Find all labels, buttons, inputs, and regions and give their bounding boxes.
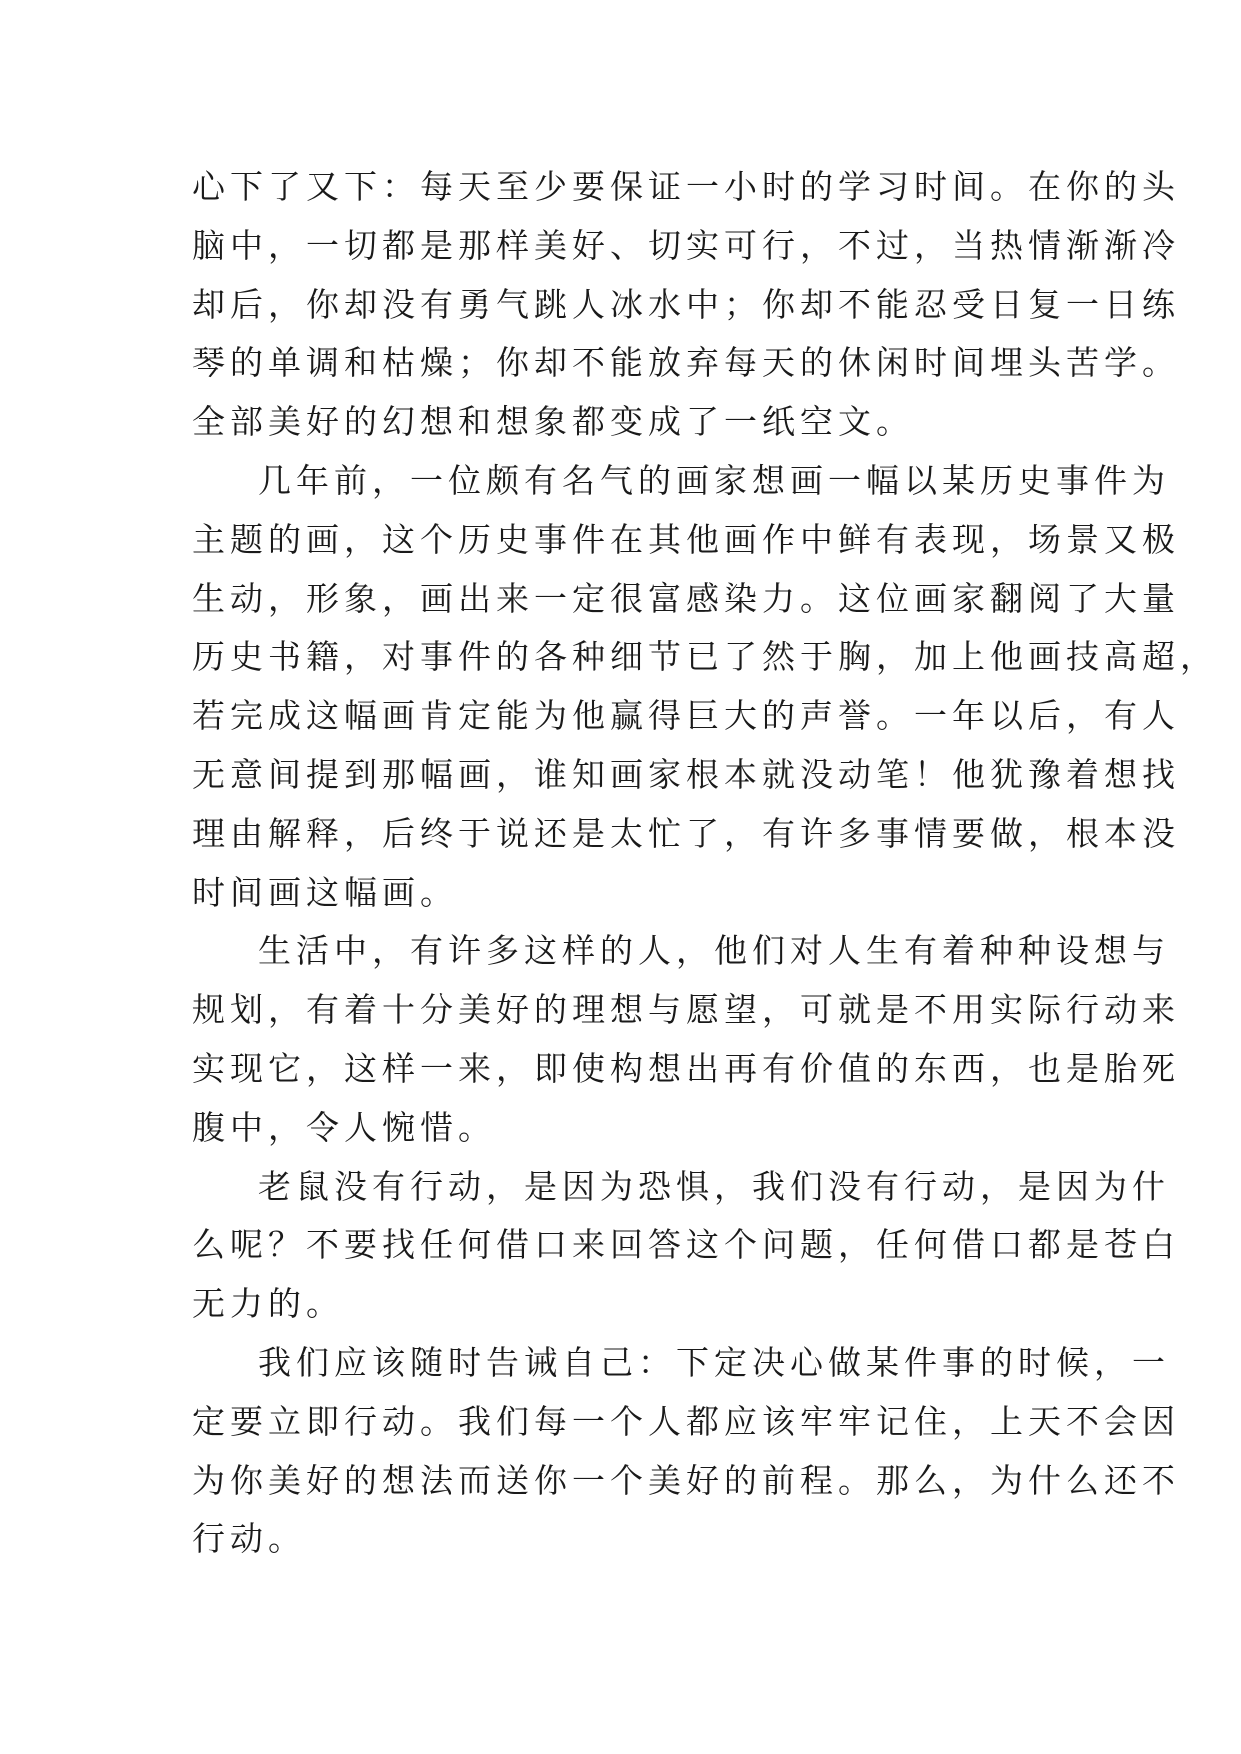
text-line: 实现它，这样一来，即使构想出再有价值的东西，也是胎死 (192, 1048, 1180, 1088)
text-line: 理由解释，后终于说还是太忙了，有许多事情要做，根本没 (192, 813, 1180, 853)
text-line: 无力的。 (192, 1284, 344, 1324)
text-line: 规划，有着十分美好的理想与愿望，可就是不用实际行动来 (192, 990, 1180, 1030)
text-line: 主题的画，这个历史事件在其他画作中鲜有表现，场景又极 (192, 519, 1180, 559)
text-line: 为你美好的想法而送你一个美好的前程。那么，为什么还不 (192, 1460, 1180, 1500)
text-line: 么呢？不要找任何借口来回答这个问题，任何借口都是苍白 (192, 1225, 1180, 1265)
text-line: 心下了又下：每天至少要保证一小时的学习时间。在你的头 (192, 167, 1180, 206)
text-line: 若完成这幅画肯定能为他赢得巨大的声誉。一年以后，有人 (192, 696, 1180, 736)
text-line: 全部美好的幻想和想象都变成了一纸空文。 (192, 402, 914, 442)
text-line: 腹中，令人惋惜。 (192, 1107, 496, 1147)
text-line: 时间画这幅画。 (192, 872, 458, 912)
text-line: 历史书籍，对事件的各种细节已了然于胸，加上他画技高超， (192, 637, 1218, 677)
text-line: 行动。 (192, 1519, 306, 1559)
text-line: 生动，形象，画出来一定很富感染力。这位画家翻阅了大量 (192, 578, 1180, 618)
body-text (192, 158, 1218, 1569)
text-line: 定要立即行动。我们每一个人都应该牢牢记住，上天不会因 (192, 1401, 1180, 1441)
paragraph-start-line: 我们应该随时告诫自己：下定决心做某件事的时候，一 (258, 1342, 1170, 1382)
text-line: 琴的单调和枯燥；你却不能放弃每天的休闲时间埋头苦学。 (192, 343, 1180, 383)
text-line: 无意间提到那幅画，谁知画家根本就没动笔！他犹豫着想找 (192, 754, 1180, 794)
paragraph-start-line: 几年前，一位颇有名气的画家想画一幅以某历史事件为 (258, 460, 1170, 500)
text-line: 脑中，一切都是那样美好、切实可行，不过，当热情渐渐冷 (192, 225, 1180, 265)
paragraph-start-line: 生活中，有许多这样的人，他们对人生有着种种设想与 (258, 931, 1170, 971)
text-line: 却后，你却没有勇气跳人冰水中；你却不能忍受日复一日练 (192, 284, 1180, 324)
paragraph-start-line: 老鼠没有行动，是因为恐惧，我们没有行动，是因为什 (258, 1166, 1170, 1206)
